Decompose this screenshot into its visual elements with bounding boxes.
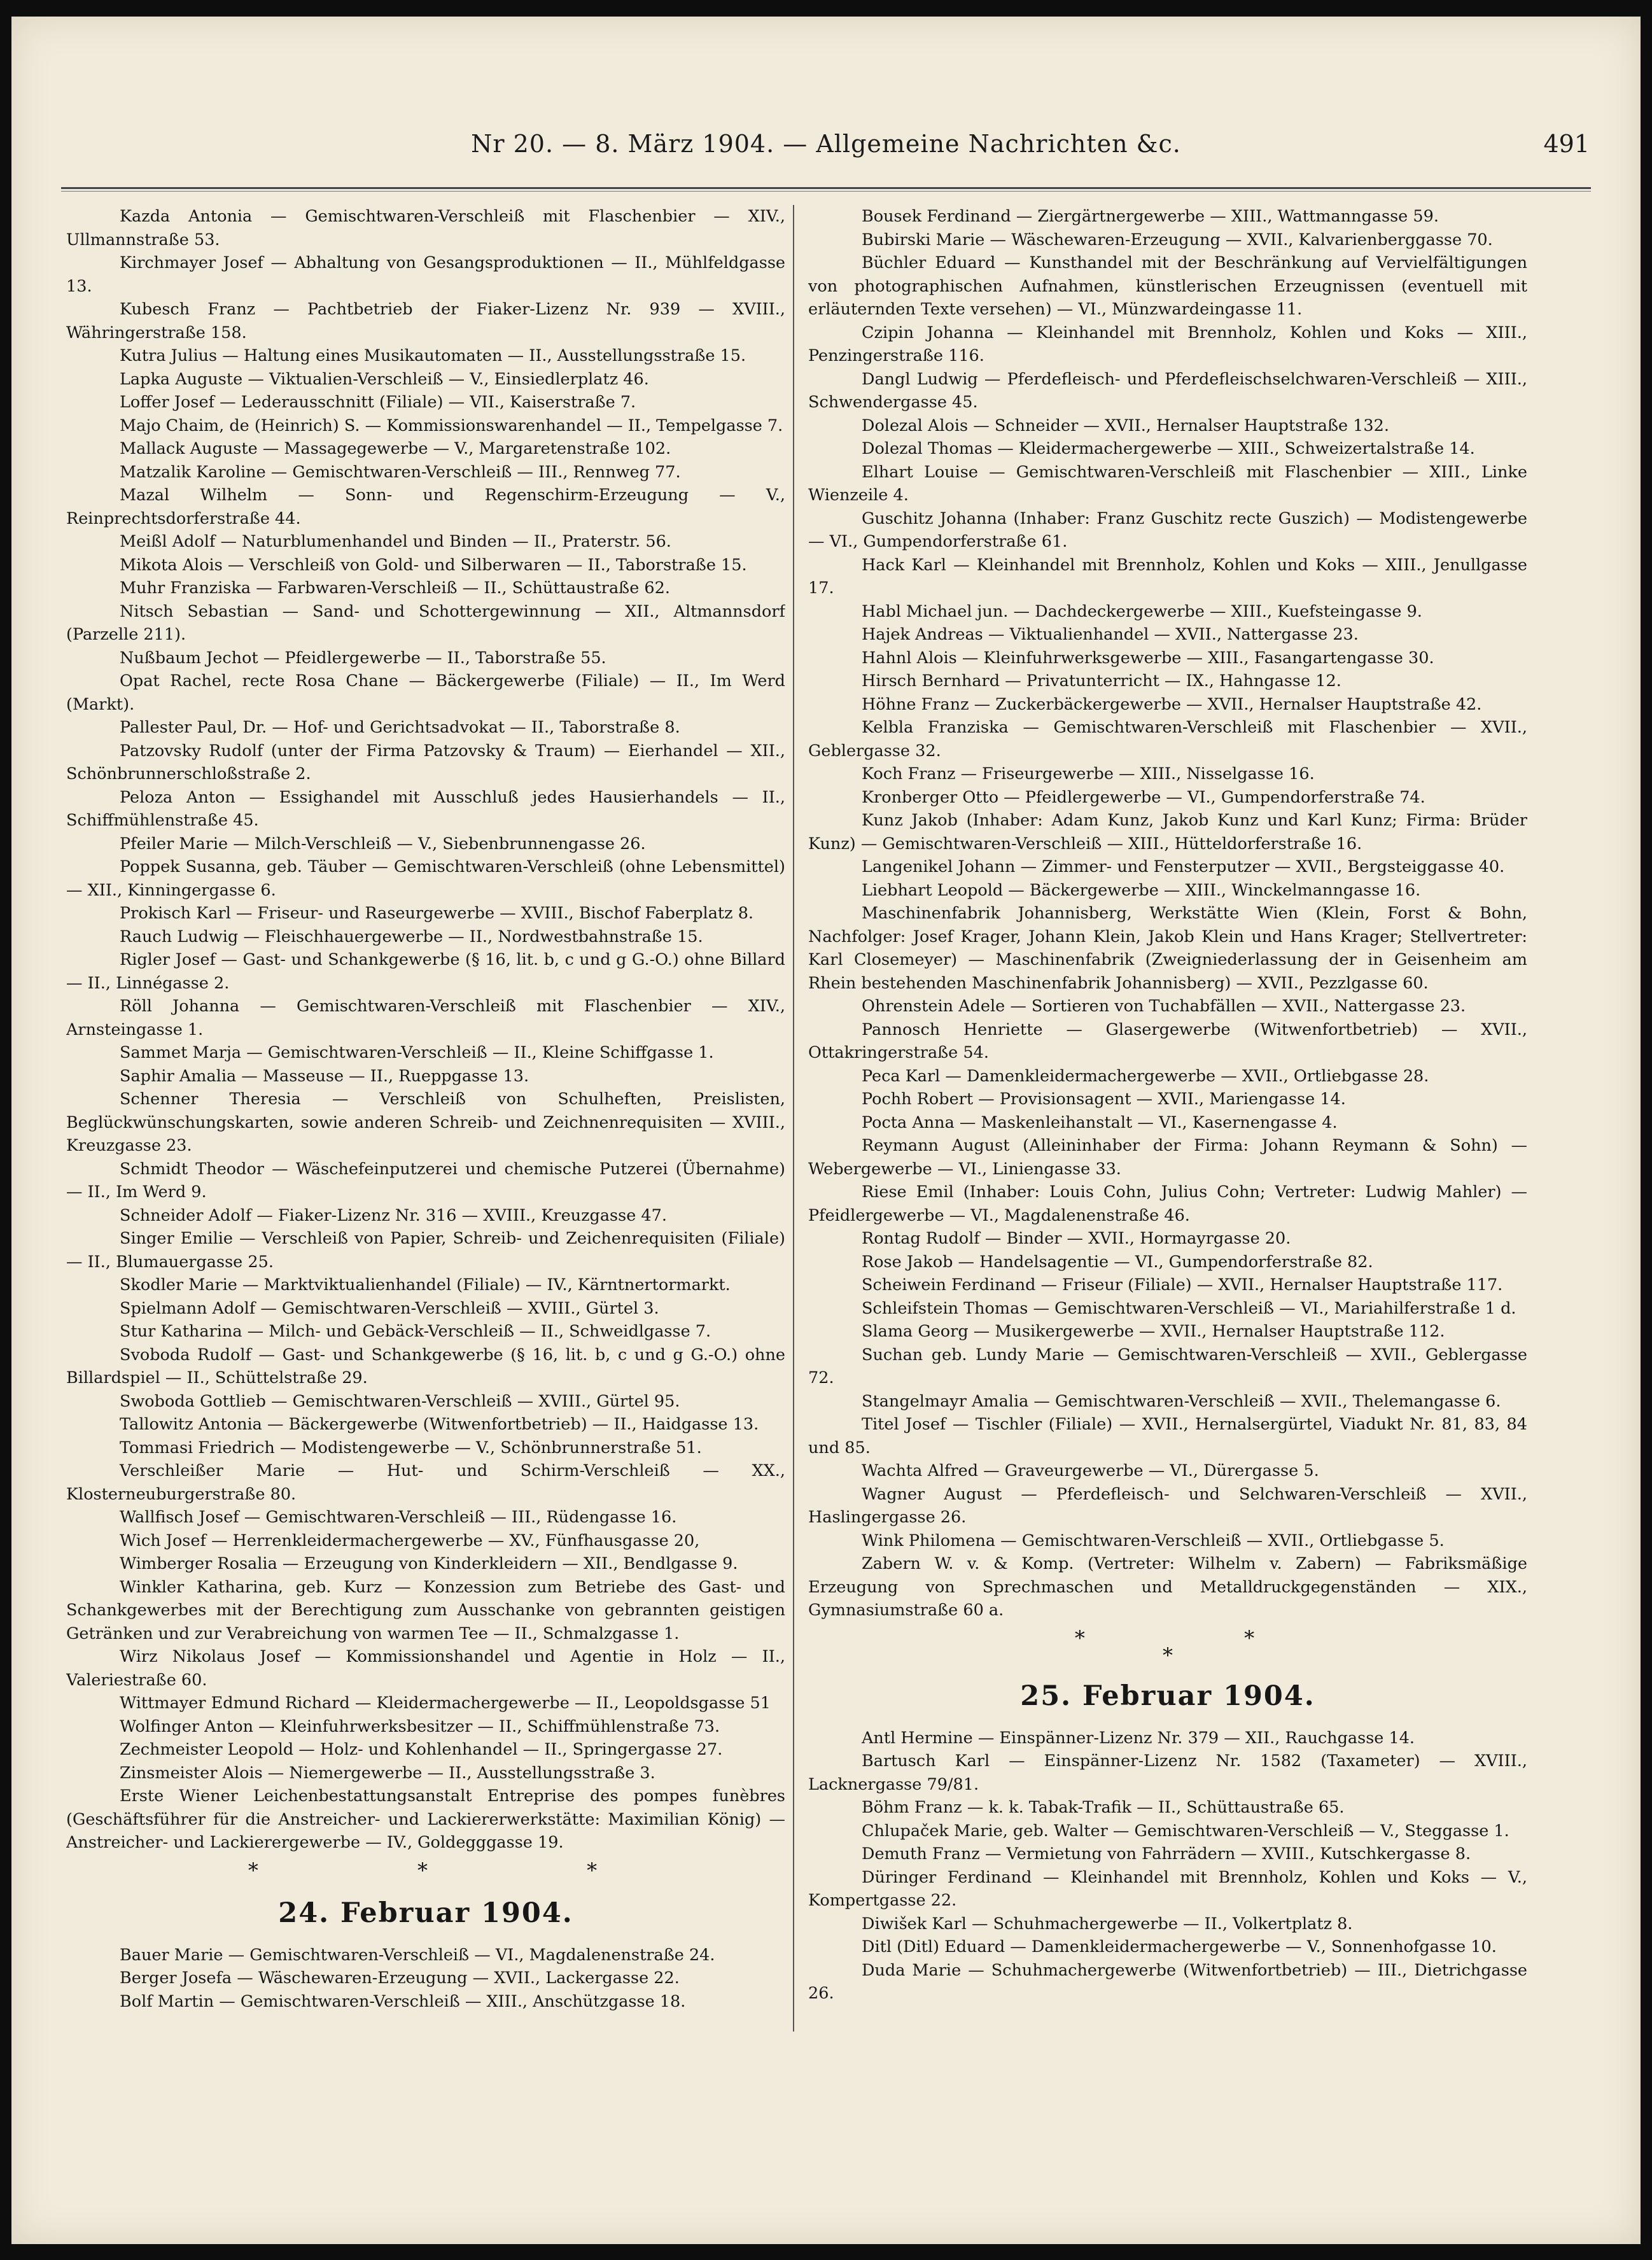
register-entry: Singer Emilie — Verschleiß von Papier, Schreib- und Zeichenrequisiten (Filiale) — II., Blumauergasse 25. bbox=[66, 1229, 785, 1272]
register-entry: Hahnl Alois — Kleinfuhrwerksgewerbe — XIII., Fasangartengasse 30. bbox=[862, 648, 1434, 668]
register-entry: Titel Josef — Tischler (Filiale) — XVII., Hernalsergürtel, Viadukt Nr. 81, 83, 84 und 85. bbox=[808, 1415, 1527, 1457]
register-entry: Loffer Josef — Lederausschnitt (Filiale) — VII., Kaiserstraße 7. bbox=[120, 393, 636, 412]
register-entry: Stangelmayr Amalia — Gemischtwaren-Verschleiß — XVII., Thelemangasse 6. bbox=[862, 1391, 1501, 1411]
register-entry: Prokisch Karl — Friseur- und Raseurgewerbe — XVIII., Bischof Faberplatz 8. bbox=[120, 904, 754, 923]
register-entry: Bolf Martin — Gemischtwaren-Verschleiß — XIII., Anschützgasse 18. bbox=[120, 1991, 686, 2011]
register-entry: Hirsch Bernhard — Privatunterricht — IX., Hahngasse 12. bbox=[862, 671, 1341, 691]
register-entry: Zinsmeister Alois — Niemergewerbe — II., Ausstellungsstraße 3. bbox=[120, 1763, 655, 1783]
register-entry: Wolfinger Anton — Kleinfuhrwerksbesitzer — II., Schiffmühlenstraße 73. bbox=[120, 1716, 720, 1736]
column-divider bbox=[793, 205, 794, 2032]
register-entry: Wagner August — Pferdefleisch- und Selchwaren-Verschleiß — XVII., Haslingergasse 26. bbox=[808, 1484, 1527, 1527]
register-entry: Tallowitz Antonia — Bäckergewerbe (Witwenfortbetrieb) — II., Haidgasse 13. bbox=[120, 1415, 759, 1434]
register-entry: Nitsch Sebastian — Sand- und Schottergewinnung — XII., Altmannsdorf (Parzelle 211). bbox=[66, 601, 785, 644]
register-entry: Wittmayer Edmund Richard — Kleidermachergewerbe — II., Leopoldsgasse 51 bbox=[120, 1694, 771, 1713]
register-entry: Wirz Nikolaus Josef — Kommissionshandel und Agentie in Holz — II., Valeriestraße 60. bbox=[66, 1647, 785, 1690]
register-entry: Czipin Johanna — Kleinhandel mit Brennholz, Kohlen und Koks — XIII., Penzingerstraße 116. bbox=[808, 323, 1527, 365]
register-entry: Kutra Julius — Haltung eines Musikautomaten — II., Ausstellungsstraße 15. bbox=[120, 346, 746, 365]
register-entry: Wink Philomena — Gemischtwaren-Verschleiß — XVII., Ortliebgasse 5. bbox=[862, 1531, 1445, 1550]
register-entry: Wimberger Rosalia — Erzeugung von Kinderkleidern — XII., Bendlgasse 9. bbox=[120, 1554, 738, 1573]
register-entry: Swoboda Gottlieb — Gemischtwaren-Verschleiß — XVIII., Gürtel 95. bbox=[120, 1391, 680, 1411]
register-entry: Koch Franz — Friseurgewerbe — XIII., Nisselgasse 16. bbox=[862, 764, 1315, 783]
register-entry: Habl Michael jun. — Dachdeckergewerbe — XIII., Kuefsteingasse 9. bbox=[862, 601, 1422, 621]
register-entry: Ditl (Ditl) Eduard — Damenkleidermachergewerbe — V., Sonnenhofgasse 10. bbox=[862, 1937, 1497, 1956]
right-entry-list-after bbox=[808, 1727, 1527, 2005]
register-entry: Meißl Adolf — Naturblumenhandel und Binden — II., Praterstr. 56. bbox=[120, 532, 671, 551]
register-entry: Elhart Louise — Gemischtwaren-Verschleiß mit Flaschenbier — XIII., Linke Wienzeile 4. bbox=[808, 462, 1527, 505]
register-entry: Scheiwein Ferdinand — Friseur (Filiale) — XVII., Hernalser Hauptstraße 117. bbox=[862, 1275, 1503, 1295]
register-entry: Büchler Eduard — Kunsthandel mit der Beschränkung auf Vervielfältigungen von photographischen Aufnahmen, künstlerischen Erzeugnissen (eventuell mit erläuternden Texte versehen) — VI., Münzwardeingasse 11. bbox=[808, 253, 1527, 319]
register-entry: Winkler Katharina, geb. Kurz — Konzession zum Betriebe des Gast- und Schankgewerbes mit der Berechtigung zum Ausschanke von gebrannten geistigen Getränken und zur Verabreichung von warmen Tee — II., Schmalzgasse 1. bbox=[66, 1577, 785, 1643]
left-entry-list bbox=[66, 205, 785, 1855]
section-date-heading: 25. Februar 1904. bbox=[1020, 1680, 1315, 1712]
register-entry: Saphir Amalia — Masseuse — II., Rueppgasse 13. bbox=[120, 1066, 529, 1086]
register-entry: Ohrenstein Adele — Sortieren von Tuchabfällen — XVII., Nattergasse 23. bbox=[862, 997, 1466, 1016]
register-entry: Kirchmayer Josef — Abhaltung von Gesangsproduktionen — II., Mühlfeldgasse 13. bbox=[66, 253, 785, 296]
register-entry: Kunz Jakob (Inhaber: Adam Kunz, Jakob Kunz und Karl Kunz; Firma: Brüder Kunz) — Gemischtwaren-Verschleiß — XIII., Hütteldorferstraße 16. bbox=[808, 811, 1527, 853]
section-separator-stars: * * * bbox=[248, 1858, 674, 1883]
register-entry: Peca Karl — Damenkleidermachergewerbe — XVII., Ortliebgasse 28. bbox=[862, 1066, 1429, 1086]
register-entry: Peloza Anton — Essighandel mit Ausschluß jedes Hausierhandels — II., Schiffmühlenstraße 45. bbox=[66, 787, 785, 830]
register-entry: Bousek Ferdinand — Ziergärtnergewerbe — XIII., Wattmanngasse 59. bbox=[862, 207, 1439, 226]
register-entry: Erste Wiener Leichenbestattungsanstalt Entreprise des pompes funèbres (Geschäftsführer für die Anstreicher- und Lackiererwerkstätte: Maximilian König) — Anstreicher- und Lackierergewerbe — IV., Goldegggasse 19. bbox=[66, 1786, 785, 1852]
register-entry: Schneider Adolf — Fiaker-Lizenz Nr. 316 — XVIII., Kreuzgasse 47. bbox=[120, 1205, 667, 1225]
header-title: Nr 20. — 8. März 1904. — Allgemeine Nachrichten &c. bbox=[471, 130, 1181, 158]
register-entry: Nußbaum Jechot — Pfeidlergewerbe — II., Taborstraße 55. bbox=[120, 648, 606, 668]
register-entry: Berger Josefa — Wäschewaren-Erzeugung — XVII., Lackergasse 22. bbox=[120, 1969, 680, 1988]
register-entry: Zabern W. v. & Komp. (Vertreter: Wilhelm v. Zabern) — Fabriksmäßige Erzeugung von Sprechmaschen und Metalldruckgegenständen — XIX., Gymnasiumstraße 60 a. bbox=[808, 1554, 1527, 1620]
register-entry: Demuth Franz — Vermietung von Fahrrädern — XVIII., Kutschkergasse 8. bbox=[862, 1844, 1471, 1863]
register-entry: Kazda Antonia — Gemischtwaren-Verschleiß mit Flaschenbier — XIV., Ullmannstraße 53. bbox=[66, 207, 785, 249]
register-entry: Schmidt Theodor — Wäschefeinputzerei und chemische Putzerei (Übernahme) — II., Im Werd 9. bbox=[66, 1159, 785, 1202]
register-entry: Böhm Franz — k. k. Tabak-Trafik — II., Schüttaustraße 65. bbox=[862, 1798, 1345, 1817]
register-entry: Skodler Marie — Marktviktualienhandel (Filiale) — IV., Kärntnertormarkt. bbox=[120, 1275, 731, 1295]
register-entry: Mikota Alois — Verschleiß von Gold- und Silberwaren — II., Taborstraße 15. bbox=[120, 555, 747, 575]
register-entry: Sammet Marja — Gemischtwaren-Verschleiß — II., Kleine Schiffgasse 1. bbox=[120, 1043, 714, 1062]
register-entry: Pfeiler Marie — Milch-Verschleiß — V., Siebenbrunnengasse 26. bbox=[120, 834, 646, 853]
register-entry: Mazal Wilhelm — Sonn- und Regenschirm-Erzeugung — V., Reinprechtsdorferstraße 44. bbox=[66, 486, 785, 528]
register-entry: Wich Josef — Herrenkleidermachergewerbe — XV., Fünfhausgasse 20, bbox=[120, 1531, 700, 1550]
register-entry: Opat Rachel, recte Rosa Chane — Bäckergewerbe (Filiale) — II., Im Werd (Markt). bbox=[66, 671, 785, 714]
register-entry: Patzovsky Rudolf (unter der Firma Patzovsky & Traum) — Eierhandel — XII., Schönbrunnerschloßstraße 2. bbox=[66, 741, 785, 783]
right-column bbox=[808, 205, 1527, 2140]
register-entry: Slama Georg — Musikergewerbe — XVII., Hernalser Hauptstraße 112. bbox=[862, 1322, 1445, 1341]
register-entry: Höhne Franz — Zuckerbäckergewerbe — XVII., Hernalser Hauptstraße 42. bbox=[862, 694, 1482, 714]
register-entry: Suchan geb. Lundy Marie — Gemischtwaren-Verschleiß — XVII., Geblergasse 72. bbox=[808, 1345, 1527, 1387]
register-entry: Pocta Anna — Maskenleihanstalt — VI., Kasernengasse 4. bbox=[862, 1112, 1338, 1132]
section-separator-stars: * * bbox=[1074, 1625, 1331, 1650]
register-entry: Riese Emil (Inhaber: Louis Cohn, Julius Cohn; Vertreter: Ludwig Mahler) — Pfeidlergewerbe — VI., Magdalenenstraße 46. bbox=[808, 1183, 1527, 1225]
register-entry: Chlupaček Marie, geb. Walter — Gemischtwaren-Verschleiß — V., Steggasse 1. bbox=[862, 1821, 1509, 1841]
register-entry: Wallfisch Josef — Gemischtwaren-Verschleiß — III., Rüdengasse 16. bbox=[120, 1508, 677, 1527]
register-entry: Zechmeister Leopold — Holz- und Kohlenhandel — II., Springergasse 27. bbox=[120, 1740, 723, 1759]
register-entry: Matzalik Karoline — Gemischtwaren-Verschleiß — III., Rennweg 77. bbox=[120, 462, 681, 482]
section-separator-star: * bbox=[1163, 1643, 1173, 1667]
register-entry: Bartusch Karl — Einspänner-Lizenz Nr. 1582 (Taxameter) — XVIII., Lacknergasse 79/81. bbox=[808, 1751, 1527, 1794]
register-entry: Dangl Ludwig — Pferdefleisch- und Pferdefleischselchwaren-Verschleiß — XIII., Schwendergasse 45. bbox=[808, 369, 1527, 412]
register-entry: Tommasi Friedrich — Modistengewerbe — V., Schönbrunnerstraße 51. bbox=[120, 1438, 702, 1457]
register-entry: Langenikel Johann — Zimmer- und Fensterputzer — XVII., Bergsteiggasse 40. bbox=[862, 857, 1505, 876]
register-entry: Hajek Andreas — Viktualienhandel — XVII., Nattergasse 23. bbox=[862, 625, 1359, 644]
register-entry: Liebhart Leopold — Bäckergewerbe — XIII., Winckelmanngasse 16. bbox=[862, 880, 1421, 900]
register-entry: Rontag Rudolf — Binder — XVII., Hormayrgasse 20. bbox=[862, 1229, 1291, 1248]
register-entry: Schenner Theresia — Verschleiß von Schulheften, Preislisten, Beglückwünschungskarten, sowie anderen Schreib- und Zeichnenrequisiten — XVIII., Kreuzgasse 23. bbox=[66, 1090, 785, 1155]
register-entry: Rauch Ludwig — Fleischhauergewerbe — II., Nordwestbahnstraße 15. bbox=[120, 927, 703, 946]
register-entry: Diwišek Karl — Schuhmachergewerbe — II., Volkertplatz 8. bbox=[862, 1914, 1353, 1934]
section-date-heading: 24. Februar 1904. bbox=[278, 1897, 573, 1929]
register-entry: Dolezal Alois — Schneider — XVII., Hernalser Hauptstraße 132. bbox=[862, 416, 1389, 435]
register-entry: Muhr Franziska — Farbwaren-Verschleiß — II., Schüttaustraße 62. bbox=[120, 579, 670, 598]
register-entry: Antl Hermine — Einspänner-Lizenz Nr. 379 — XII., Rauchgasse 14. bbox=[862, 1728, 1415, 1748]
register-entry: Wachta Alfred — Graveurgewerbe — VI., Dürergasse 5. bbox=[862, 1461, 1319, 1480]
right-entry-list bbox=[808, 205, 1527, 1622]
register-entry: Stur Katharina — Milch- und Gebäck-Verschleiß — II., Schweidlgasse 7. bbox=[120, 1322, 711, 1341]
register-entry: Rose Jakob — Handelsagentie — VI., Gumpendorferstraße 82. bbox=[862, 1252, 1373, 1272]
register-entry: Bauer Marie — Gemischtwaren-Verschleiß — VI., Magdalenenstraße 24. bbox=[120, 1945, 715, 1965]
register-entry: Majo Chaim, de (Heinrich) S. — Kommissionswarenhandel — II., Tempelgasse 7. bbox=[120, 416, 783, 435]
page-number: 491 bbox=[1543, 130, 1590, 158]
left-entry-list-after bbox=[66, 1944, 785, 2014]
newspaper-page bbox=[11, 17, 1641, 2244]
register-entry: Pannosch Henriette — Glasergewerbe (Witwenfortbetrieb) — XVII., Ottakringerstraße 54. bbox=[808, 1020, 1527, 1062]
register-entry: Duda Marie — Schuhmachergewerbe (Witwenfortbetrieb) — III., Dietrichgasse 26. bbox=[808, 1960, 1527, 2003]
register-entry: Bubirski Marie — Wäschewaren-Erzeugung — XVII., Kalvarienberggasse 70. bbox=[862, 230, 1493, 249]
register-entry: Röll Johanna — Gemischtwaren-Verschleiß mit Flaschenbier — XIV., Arnsteingasse 1. bbox=[66, 997, 785, 1039]
header-rule bbox=[61, 187, 1591, 192]
register-entry: Spielmann Adolf — Gemischtwaren-Verschleiß — XVIII., Gürtel 3. bbox=[120, 1298, 659, 1318]
register-entry: Svoboda Rudolf — Gast- und Schankgewerbe (§ 16, lit. b, c und g G.-O.) ohne Billardspiel — II., Schüttelstraße 29. bbox=[66, 1345, 785, 1387]
register-entry: Reymann August (Alleininhaber der Firma: Johann Reymann & Sohn) — Webergewerbe — VI., Liniengasse 33. bbox=[808, 1136, 1527, 1179]
register-entry: Pochh Robert — Provisionsagent — XVII., Mariengasse 14. bbox=[862, 1090, 1346, 1109]
register-entry: Kronberger Otto — Pfeidlergewerbe — VI., Gumpendorferstraße 74. bbox=[862, 787, 1425, 807]
register-entry: Düringer Ferdinand — Kleinhandel mit Brennholz, Kohlen und Koks — V., Kompertgasse 22. bbox=[808, 1867, 1527, 1910]
register-entry: Poppek Susanna, geb. Täuber — Gemischtwaren-Verschleiß (ohne Lebensmittel) — XII., Kinningergasse 6. bbox=[66, 857, 785, 900]
register-entry: Schleifstein Thomas — Gemischtwaren-Verschleiß — VI., Mariahilferstraße 1 d. bbox=[862, 1298, 1516, 1318]
register-entry: Mallack Auguste — Massagegewerbe — V., Margaretenstraße 102. bbox=[120, 439, 671, 458]
register-entry: Hack Karl — Kleinhandel mit Brennholz, Kohlen und Koks — XIII., Jenullgasse 17. bbox=[808, 555, 1527, 598]
running-header bbox=[62, 130, 1590, 174]
register-entry: Pallester Paul, Dr. — Hof- und Gerichtsadvokat — II., Taborstraße 8. bbox=[120, 718, 680, 737]
register-entry: Verschleißer Marie — Hut- und Schirm-Verschleiß — XX., Klosterneuburgerstraße 80. bbox=[66, 1461, 785, 1504]
register-entry: Rigler Josef — Gast- und Schankgewerbe (§ 16, lit. b, c und g G.-O.) ohne Billard — II., Linnégasse 2. bbox=[66, 950, 785, 993]
register-entry: Kubesch Franz — Pachtbetrieb der Fiaker-Lizenz Nr. 939 — XVIII., Währingerstraße 158. bbox=[66, 300, 785, 342]
register-entry: Kelbla Franziska — Gemischtwaren-Verschleiß mit Flaschenbier — XVII., Geblergasse 32. bbox=[808, 718, 1527, 761]
register-entry: Guschitz Johanna (Inhaber: Franz Guschitz recte Guszich) — Modistengewerbe — VI., Gumpendorferstraße 61. bbox=[808, 509, 1527, 551]
register-entry: Lapka Auguste — Viktualien-Verschleiß — V., Einsiedlerplatz 46. bbox=[120, 369, 649, 389]
left-column bbox=[66, 205, 785, 2140]
register-entry: Maschinenfabrik Johannisberg, Werkstätte Wien (Klein, Forst & Bohn, Nachfolger: Josef Krager, Johann Klein, Jakob Klein und Hans Krager; Stellvertreter: Karl Closemeyer) — Maschinenfabrik (Zweigniederlassung der in Geisenheim am Rhein bestehenden Maschinenfabrik Johannisberg) — XVII., Pezzlgasse 60. bbox=[808, 904, 1527, 993]
register-entry: Dolezal Thomas — Kleidermachergewerbe — XIII., Schweizertalstraße 14. bbox=[862, 439, 1475, 458]
